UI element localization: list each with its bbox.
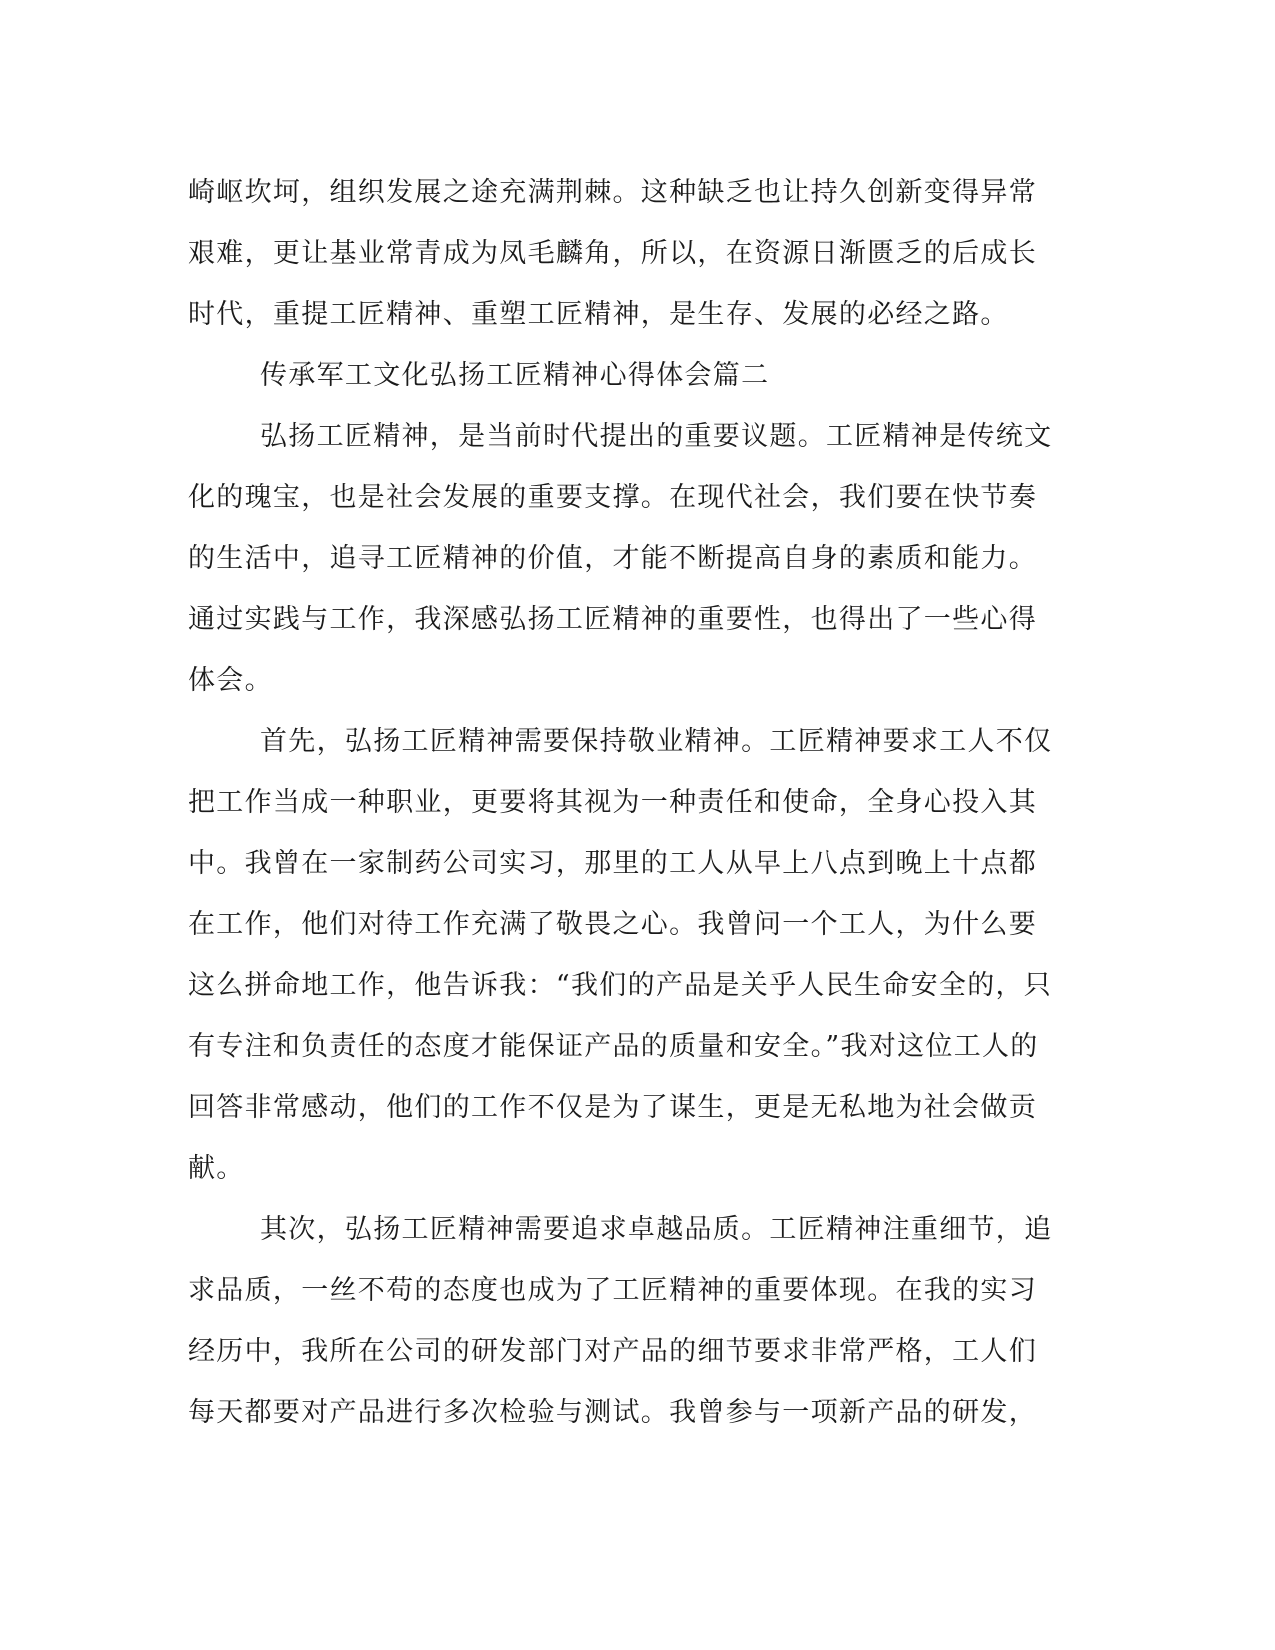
text-line: 这么拼命地工作，他告诉我：“我们的产品是关乎人民生命安全的，只 (188, 970, 1053, 1001)
text-line: 弘扬工匠精神，是当前时代提出的重要议题。工匠精神是传统文 (260, 421, 1053, 452)
text-line: 艰难，更让基业常青成为凤毛麟角，所以，在资源日渐匮乏的后成长 (188, 238, 1037, 269)
text-line: 时代，重提工匠精神、重塑工匠精神，是生存、发展的必经之路。 (188, 299, 1009, 330)
section-heading: 传承军工文化弘扬工匠精神心得体会篇二 (260, 360, 770, 391)
text-line: 求品质，一丝不苟的态度也成为了工匠精神的重要体现。在我的实习 (188, 1275, 1037, 1306)
text-line: 回答非常感动，他们的工作不仅是为了谋生，更是无私地为社会做贡 (188, 1092, 1037, 1123)
text-line: 把工作当成一种职业，更要将其视为一种责任和使命，全身心投入其 (188, 787, 1037, 818)
text-line: 的生活中，追寻工匠精神的价值，才能不断提高自身的素质和能力。 (188, 543, 1037, 574)
text-line: 其次，弘扬工匠精神需要追求卓越品质。工匠精神注重细节，追 (260, 1214, 1053, 1245)
text-line: 献。 (188, 1153, 245, 1184)
text-line: 通过实践与工作，我深感弘扬工匠精神的重要性，也得出了一些心得 (188, 604, 1037, 635)
text-line: 首先，弘扬工匠精神需要保持敬业精神。工匠精神要求工人不仅 (260, 726, 1053, 757)
text-line: 化的瑰宝，也是社会发展的重要支撑。在现代社会，我们要在快节奏 (188, 482, 1037, 513)
text-line: 崎岖坎坷，组织发展之途充满荆棘。这种缺乏也让持久创新变得异常 (188, 177, 1037, 208)
text-line: 每天都要对产品进行多次检验与测试。我曾参与一项新产品的研发， (188, 1397, 1037, 1428)
text-line: 有专注和负责任的态度才能保证产品的质量和安全。”我对这位工人的 (188, 1031, 1039, 1062)
text-line: 中。我曾在一家制药公司实习，那里的工人从早上八点到晚上十点都 (188, 848, 1037, 879)
document-body (188, 162, 1068, 1443)
text-line: 在工作，他们对待工作充满了敬畏之心。我曾问一个工人，为什么要 (188, 909, 1037, 940)
text-line: 经历中，我所在公司的研发部门对产品的细节要求非常严格，工人们 (188, 1336, 1037, 1367)
text-line: 体会。 (188, 665, 273, 696)
